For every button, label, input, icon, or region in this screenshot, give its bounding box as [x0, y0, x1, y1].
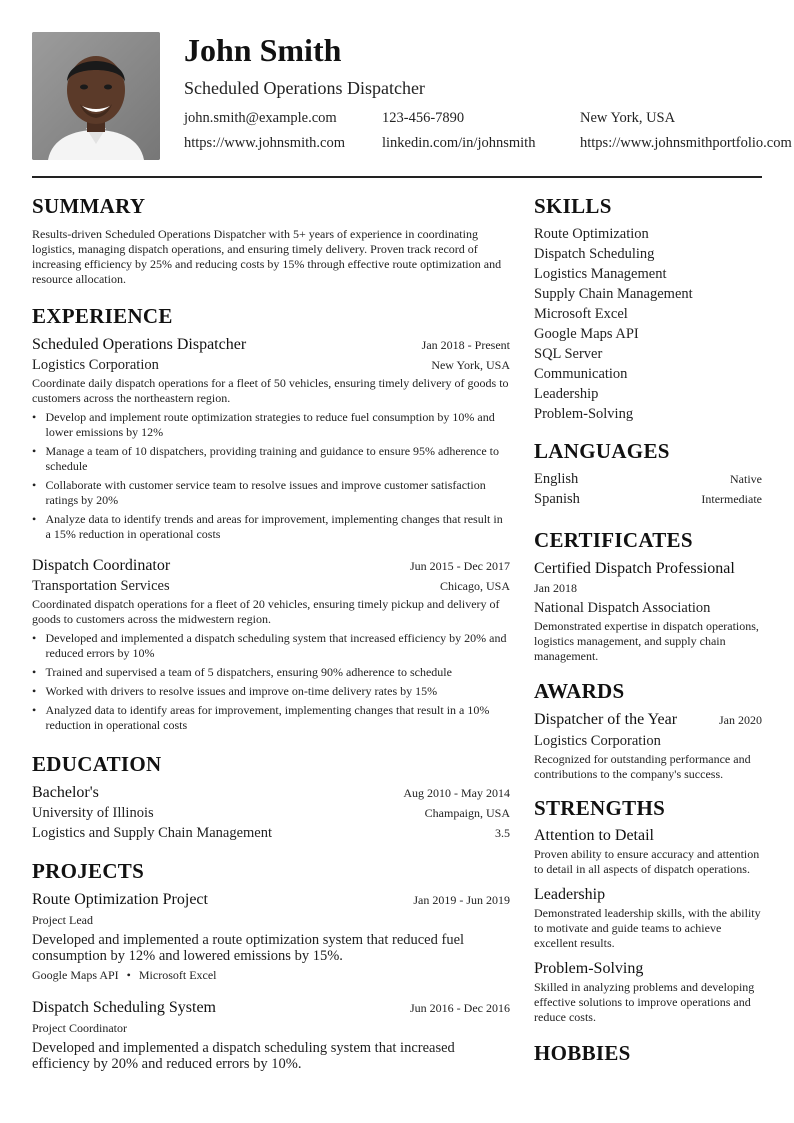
project-role: Project Coordinator: [32, 1021, 127, 1035]
skill-item: Problem-Solving: [534, 406, 634, 422]
project-dates: Jun 2016 - Dec 2016: [410, 1001, 510, 1015]
skill-item: Google Maps API: [534, 326, 639, 342]
experience-description: Coordinated dispatch operations for a fleet of 20 vehicles, ensuring timely pickup and delivery of goods to customers across the midwestern region.: [32, 597, 500, 626]
strength-name: Problem-Solving: [534, 960, 644, 977]
strength-name: Leadership: [534, 886, 606, 903]
education-school: University of Illinois: [32, 805, 154, 821]
bullet-item: • Worked with drivers to resolve issues and improve on-time delivery rates by 15%: [32, 684, 438, 698]
linkedin-link[interactable]: linkedin.com/in/johnsmith: [382, 135, 536, 151]
language-item: [534, 489, 762, 509]
skills-heading: SKILLS: [534, 194, 612, 218]
hobbies-section: [534, 1040, 762, 1066]
project-name: Route Optimization Project: [32, 891, 208, 908]
strength-name: Attention to Detail: [534, 827, 654, 844]
candidate-name: John Smith: [184, 32, 342, 68]
languages-section: [534, 438, 762, 509]
project-description: Developed and implemented a route optimization system that reduced fuel consumption by 12% and lowered emissions by 15%.: [32, 932, 465, 964]
experience-role: Dispatch Coordinator: [32, 557, 171, 574]
bullet-item: • Develop and implement route optimization strategies to reduce fuel consumption by 10% and lower emissions by 12%: [32, 410, 495, 439]
strength-description: Demonstrated leadership skills, with the ability to motivate and guide teams to achieve excellent results.: [534, 906, 761, 950]
bullet-item: • Collaborate with customer service team to resolve issues and improve customer satisfaction ratings by 20%: [32, 478, 486, 507]
bullet-item: • Developed and implemented a dispatch scheduling system that increased efficiency by 20% and reduced errors by 10%: [32, 631, 507, 660]
experience-item: [32, 335, 510, 542]
education-heading: EDUCATION: [32, 752, 162, 776]
education-section: [32, 751, 510, 842]
experience-dates: Jan 2018 - Present: [421, 338, 510, 352]
certificates-section: [534, 527, 762, 664]
language-name: Spanish: [534, 491, 580, 507]
experience-dates: Jun 2015 - Dec 2017: [410, 559, 510, 573]
tool-tag: Google Maps API: [32, 968, 119, 982]
language-item: [534, 469, 762, 489]
education-field: Logistics and Supply Chain Management: [32, 825, 273, 841]
skills-list: [534, 224, 762, 424]
summary-section: [32, 193, 510, 287]
project-item: [32, 998, 510, 1072]
skill-item: Dispatch Scheduling: [534, 246, 655, 262]
bullet-item: • Trained and supervised a team of 5 dispatchers, ensuring 90% adherence to schedule: [32, 665, 452, 679]
profile-photo: [32, 32, 160, 160]
project-tools: [32, 968, 510, 983]
experience-company: Transportation Services: [32, 578, 170, 594]
awards-section: [534, 678, 762, 782]
strength-description: Proven ability to ensure accuracy and attention to detail in all aspects of dispatch operations.: [534, 847, 760, 876]
project-description: Developed and implemented a dispatch scheduling system that increased efficiency by 20% and reduced errors by 10%.: [32, 1040, 455, 1072]
strength-description: Skilled in analyzing problems and developing effective solutions to improve operations and reduce costs.: [534, 980, 755, 1024]
skill-item: Logistics Management: [534, 266, 667, 282]
language-level: Intermediate: [701, 492, 762, 506]
experience-description: Coordinate daily dispatch operations for a fleet of 50 vehicles, ensuring timely delivery of goods to customers across the northeastern region.: [32, 376, 509, 405]
experience-bullets: [32, 631, 510, 733]
project-role: Project Lead: [32, 913, 93, 927]
awards-heading: AWARDS: [534, 679, 625, 703]
experience-role: Scheduled Operations Dispatcher: [32, 336, 247, 353]
website-link[interactable]: https://www.johnsmith.com: [184, 135, 345, 151]
language-name: English: [534, 471, 579, 487]
project-name: Dispatch Scheduling System: [32, 999, 216, 1016]
skill-item: Communication: [534, 366, 628, 382]
bullet-item: • Analyze data to identify trends and areas for improvement, implementing changes that result in a 15% reduction in operational costs: [32, 512, 503, 541]
right-column: [534, 190, 762, 1066]
skill-item: Microsoft Excel: [534, 306, 628, 322]
skills-section: [534, 193, 762, 424]
summary-heading: SUMMARY: [32, 194, 146, 218]
projects-heading: PROJECTS: [32, 859, 145, 883]
phone[interactable]: 123-456-7890: [382, 110, 465, 126]
email[interactable]: john.smith@example.com: [184, 110, 337, 126]
hobbies-heading: HOBBIES: [534, 1041, 631, 1065]
experience-item: [32, 556, 510, 733]
experience-heading: EXPERIENCE: [32, 304, 173, 328]
education-gpa: 3.5: [495, 826, 510, 840]
project-item: [32, 890, 510, 983]
experience-section: [32, 303, 510, 733]
projects-section: [32, 858, 510, 1072]
skill-item: Supply Chain Management: [534, 286, 693, 302]
language-level: Native: [730, 472, 762, 486]
experience-location: Chicago, USA: [440, 579, 510, 593]
certificate-date: Jan 2018: [534, 581, 577, 595]
experience-bullets: [32, 410, 510, 542]
tool-tag: Microsoft Excel: [138, 968, 217, 982]
experience-company: Logistics Corporation: [32, 357, 159, 373]
certificate-issuer: National Dispatch Association: [534, 600, 711, 616]
award-date: Jan 2020: [719, 713, 762, 727]
skill-item: Leadership: [534, 386, 599, 402]
bullet-item: • Manage a team of 10 dispatchers, providing training and guidance to ensure 95% adherence to schedule: [32, 444, 500, 473]
award-issuer: Logistics Corporation: [534, 733, 661, 749]
location: New York, USA: [580, 110, 676, 126]
strength-item: [534, 826, 762, 877]
strength-item: [534, 959, 762, 1025]
award-description: Recognized for outstanding performance and contributions to the company's success.: [534, 752, 751, 781]
languages-heading: LANGUAGES: [534, 439, 670, 463]
education-location: Champaign, USA: [424, 806, 510, 820]
skill-item: Route Optimization: [534, 226, 649, 242]
avatar-portrait: [32, 32, 160, 160]
job-title: Scheduled Operations Dispatcher: [184, 78, 425, 98]
header-divider: [32, 176, 762, 178]
certificates-heading: CERTIFICATES: [534, 528, 693, 552]
strengths-heading: STRENGTHS: [534, 796, 666, 820]
experience-location: New York, USA: [431, 358, 510, 372]
certificate-name: Certified Dispatch Professional: [534, 560, 735, 577]
bullet-item: • Analyzed data to identify areas for improvement, implementing changes that result in a 10% reduction in operational costs: [32, 703, 490, 732]
left-column: [32, 190, 510, 1072]
award-name: Dispatcher of the Year: [534, 711, 678, 728]
skill-item: SQL Server: [534, 346, 603, 362]
education-dates: Aug 2010 - May 2014: [403, 786, 510, 800]
portfolio-link[interactable]: https://www.johnsmithportfolio.com: [580, 135, 792, 151]
project-dates: Jan 2019 - Jun 2019: [413, 893, 510, 907]
strength-item: [534, 885, 762, 951]
education-degree: Bachelor's: [32, 784, 99, 801]
certificate-description: Demonstrated expertise in dispatch operations, logistics management, and supply chain management.: [534, 619, 759, 663]
summary-text: Results-driven Scheduled Operations Dispatcher with 5+ years of experience in coordinating logistics, managing dispatch operations, and ensuring timely delivery. Proven track record of increasing efficiency by 25% and reducing costs by 15% through effective route optimization and resource allocation.: [32, 227, 502, 286]
tool-separator: •: [126, 968, 131, 982]
strengths-section: [534, 795, 762, 1025]
